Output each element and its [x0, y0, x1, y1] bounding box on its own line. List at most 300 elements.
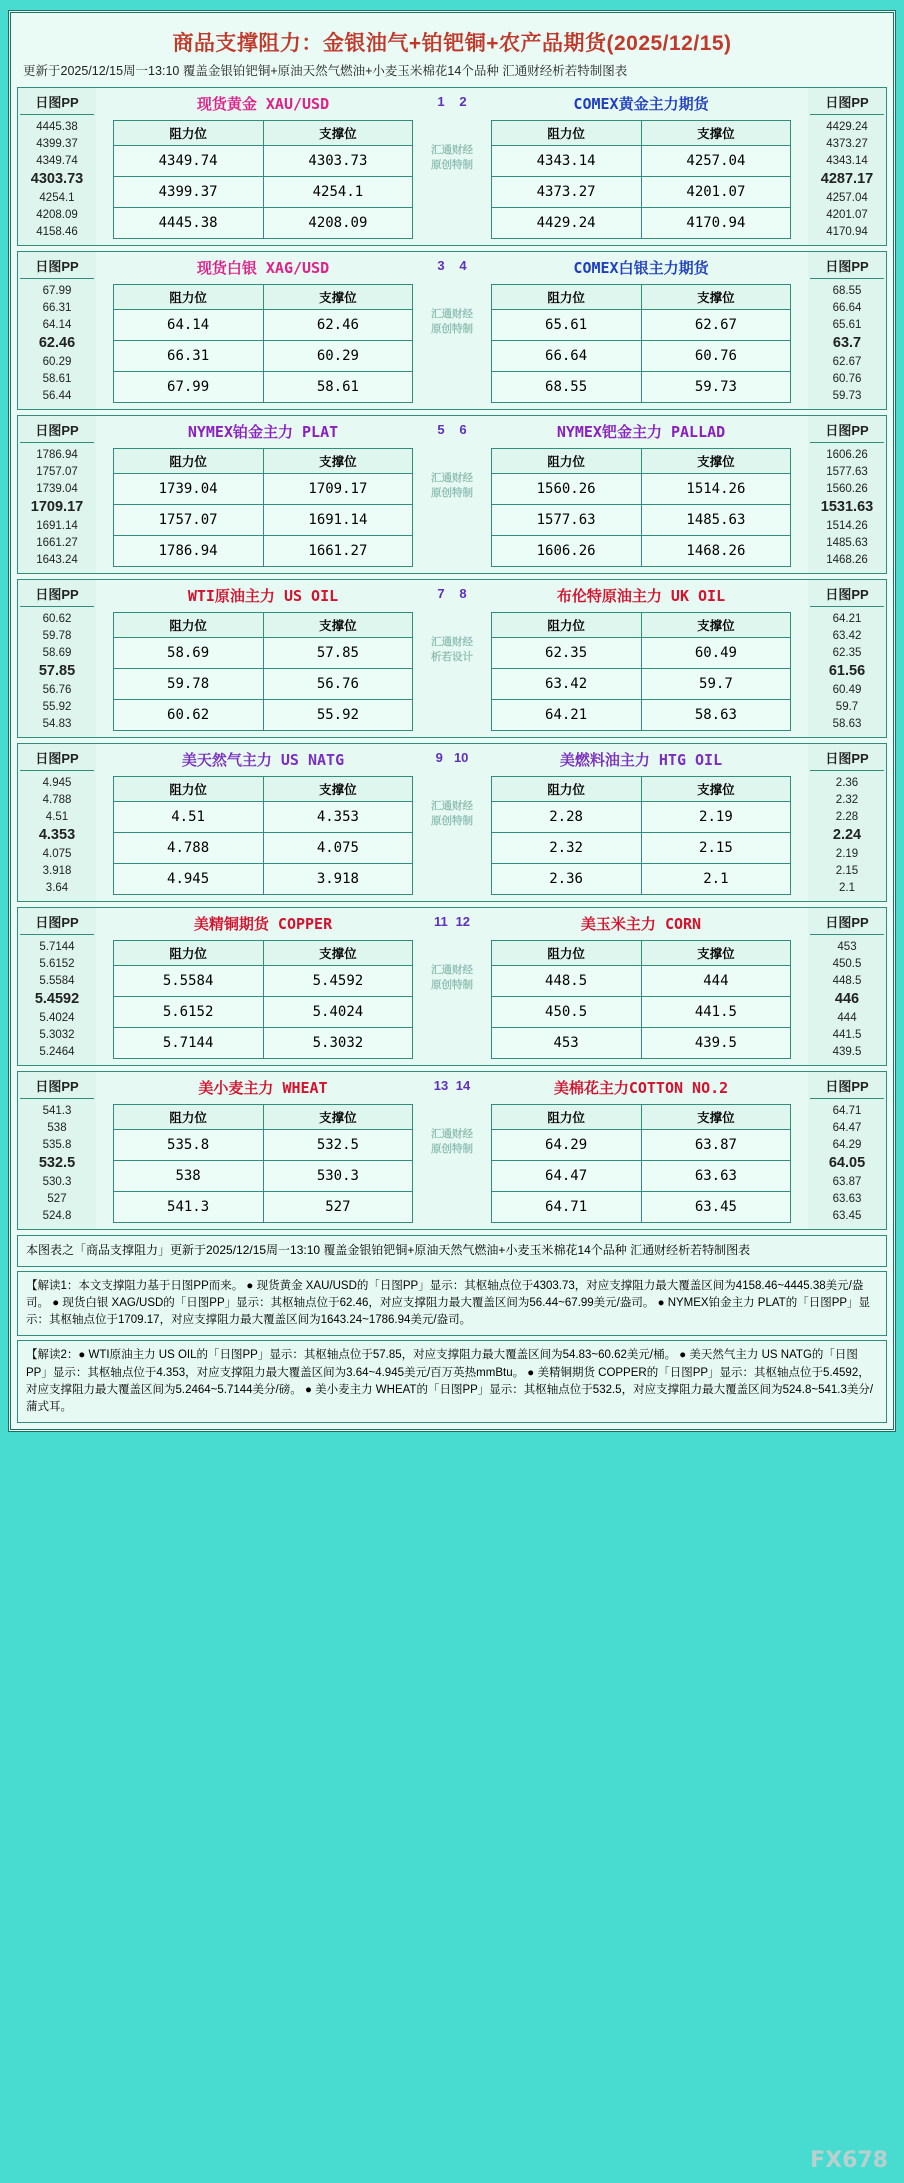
resistance-value: 64.29 [491, 1130, 641, 1161]
pp-value: 1739.04 [36, 482, 78, 495]
pp-value: 68.55 [832, 285, 862, 298]
support-value: 2.19 [641, 802, 791, 833]
pp-value: 2.32 [835, 793, 859, 806]
pp-value: 1661.27 [36, 536, 78, 549]
instrument-panel-right [474, 416, 808, 573]
resistance-value: 62.35 [491, 638, 641, 669]
table-row [113, 1192, 413, 1223]
instrument-name: 布伦特原油主力 UK OIL [556, 587, 726, 606]
pp-value: 5.5584 [39, 974, 75, 987]
pp-value: 4.51 [45, 810, 69, 823]
table-row [491, 833, 791, 864]
pp-value: 535.8 [42, 1138, 72, 1151]
instrument-block [17, 415, 887, 574]
table-row [491, 638, 791, 669]
pair-index-right: 14 [455, 1078, 471, 1094]
levels-table [491, 448, 792, 567]
support-value: 57.85 [263, 638, 413, 669]
watermark-text: 汇通财经 原创特制 [431, 1128, 473, 1155]
pp-value: 5.7144 [39, 941, 75, 954]
table-row [491, 536, 791, 567]
pp-value: 446 [834, 991, 860, 1008]
resistance-value: 66.64 [491, 341, 641, 372]
pp-value: 4349.74 [36, 154, 78, 167]
resistance-value: 4.788 [113, 833, 263, 864]
instrument-name: COMEX黄金主力期货 [573, 95, 709, 114]
instrument-panel-right [474, 908, 808, 1065]
support-header: 支撑位 [641, 285, 791, 310]
support-header: 支撑位 [641, 1105, 791, 1130]
table-row [113, 700, 413, 731]
pair-index-left: 5 [437, 422, 445, 438]
pp-value: 67.99 [42, 285, 72, 298]
pp-value: 4343.14 [826, 154, 868, 167]
pair-index-left: 9 [435, 750, 443, 766]
support-header: 支撑位 [263, 285, 413, 310]
pp-value: 63.45 [832, 1209, 862, 1222]
resistance-header: 阻力位 [491, 285, 641, 310]
pair-index-right: 10 [453, 750, 469, 766]
support-header: 支撑位 [641, 941, 791, 966]
pair-index-column [430, 252, 474, 409]
pp-value: 1514.26 [826, 520, 868, 533]
resistance-value: 64.47 [491, 1161, 641, 1192]
resistance-value: 4343.14 [491, 146, 641, 177]
pair-index-right: 2 [459, 94, 467, 110]
instrument-name: 美精铜期货 COPPER [193, 915, 333, 934]
support-header: 支撑位 [263, 777, 413, 802]
levels-table [491, 120, 792, 239]
table-row [491, 802, 791, 833]
pp-value: 55.92 [42, 700, 72, 713]
instrument-panel-right [474, 252, 808, 409]
pp-value: 439.5 [832, 1045, 862, 1058]
levels-table [113, 120, 414, 239]
pp-value: 58.63 [832, 717, 862, 730]
table-row [491, 966, 791, 997]
pp-value: 5.6152 [39, 957, 75, 970]
pp-value: 2.28 [835, 810, 859, 823]
support-header: 支撑位 [263, 613, 413, 638]
pair-index-left: 13 [433, 1078, 449, 1094]
levels-table [491, 284, 792, 403]
pp-value: 4.945 [42, 777, 72, 790]
support-value: 55.92 [263, 700, 413, 731]
watermark-text: 汇通财经 原创特制 [431, 800, 473, 827]
table-row [113, 1161, 413, 1192]
pp-value: 2.24 [832, 827, 862, 844]
resistance-value: 4.51 [113, 802, 263, 833]
pp-value: 3.918 [42, 864, 72, 877]
table-row [491, 700, 791, 731]
support-value: 1485.63 [641, 505, 791, 536]
instrument-block [17, 743, 887, 902]
resistance-header: 阻力位 [113, 285, 263, 310]
pp-value: 4170.94 [826, 225, 868, 238]
pp-value: 453 [837, 941, 857, 954]
pp-value: 54.83 [42, 717, 72, 730]
watermark-text: 汇通财经 原创特制 [431, 144, 473, 171]
pp-value: 63.87 [832, 1176, 862, 1189]
watermark-text: 汇通财经 原创特制 [431, 964, 473, 991]
resistance-header: 阻力位 [113, 777, 263, 802]
page-title: 商品支撑阻力：金银油气+铂钯铜+农产品期货(2025/12/15) [172, 32, 732, 55]
table-row [113, 864, 413, 895]
resistance-value: 64.21 [491, 700, 641, 731]
pp-column-right [808, 908, 886, 1065]
pp-value: 56.44 [42, 389, 72, 402]
pp-value: 5.3032 [39, 1028, 75, 1041]
support-value: 4303.73 [263, 146, 413, 177]
pp-column-right [808, 416, 886, 573]
pp-value: 4201.07 [826, 208, 868, 221]
resistance-value: 448.5 [491, 966, 641, 997]
instrument-block [17, 1071, 887, 1230]
resistance-header: 阻力位 [491, 121, 641, 146]
support-value: 60.29 [263, 341, 413, 372]
instrument-block [17, 907, 887, 1066]
table-row [491, 341, 791, 372]
instrument-name: 美棉花主力COTTON NO.2 [553, 1079, 729, 1098]
pp-value: 64.21 [832, 613, 862, 626]
instrument-panel-right [474, 580, 808, 737]
table-row [491, 505, 791, 536]
support-header: 支撑位 [263, 449, 413, 474]
support-value: 5.4024 [263, 997, 413, 1028]
pp-value: 4303.73 [30, 171, 84, 188]
support-value: 1661.27 [263, 536, 413, 567]
pp-header: 日图PP [20, 912, 94, 935]
resistance-header: 阻力位 [113, 121, 263, 146]
resistance-value: 535.8 [113, 1130, 263, 1161]
interpretation-note-1: 【解读1：本文支撑阻力基于日图PP而来。 ● 现货黄金 XAU/USD的「日图PP」显示：其枢轴点位于4303.73，对应支撑阻力最大覆盖区间为4158.46~4445.38美元/盎司。 ● 现货白银 XAG/USD的「日图PP」显示：其枢轴点位于62.46，对应支撑阻力最大覆盖区间为56.44~67.99美元/盎司。 ● NYMEX铂金主力 PLAT的「日图PP」显示：其枢轴点位于1709.17，对应支撑阻力最大覆盖区间为1643.24~1786.94美元/盎司。 [17, 1271, 887, 1337]
pp-value: 5.2464 [39, 1045, 75, 1058]
resistance-value: 4373.27 [491, 177, 641, 208]
pp-value: 64.71 [832, 1105, 862, 1118]
resistance-value: 4399.37 [113, 177, 263, 208]
pp-value: 4.788 [42, 793, 72, 806]
support-value: 4170.94 [641, 208, 791, 239]
instrument-name: 美小麦主力 WHEAT [198, 1079, 328, 1098]
levels-table [113, 612, 414, 731]
pp-column-left [18, 88, 96, 245]
support-value: 4201.07 [641, 177, 791, 208]
pp-value: 2.19 [835, 848, 859, 861]
pair-index-column [430, 88, 474, 245]
support-value: 56.76 [263, 669, 413, 700]
pp-header: 日图PP [810, 256, 884, 279]
support-header: 支撑位 [641, 449, 791, 474]
pp-column-right [808, 744, 886, 901]
support-value: 2.1 [641, 864, 791, 895]
pair-index-column [430, 1072, 474, 1229]
table-row [113, 669, 413, 700]
levels-table [113, 448, 414, 567]
instrument-block [17, 579, 887, 738]
pp-header: 日图PP [20, 92, 94, 115]
pp-header: 日图PP [810, 584, 884, 607]
levels-table [491, 776, 792, 895]
support-value: 63.63 [641, 1161, 791, 1192]
report-frame [8, 10, 896, 1432]
table-row [113, 474, 413, 505]
pp-value: 3.64 [45, 881, 69, 894]
support-value: 4208.09 [263, 208, 413, 239]
resistance-header: 阻力位 [491, 449, 641, 474]
pp-value: 4429.24 [826, 121, 868, 134]
support-value: 59.7 [641, 669, 791, 700]
pair-index-left: 7 [437, 586, 445, 602]
pp-column-left [18, 252, 96, 409]
pp-value: 441.5 [832, 1028, 862, 1041]
watermark-text: 汇通财经 原创特制 [431, 472, 473, 499]
instrument-name: WTI原油主力 US OIL [187, 587, 339, 606]
pp-value: 66.31 [42, 301, 72, 314]
support-value: 4254.1 [263, 177, 413, 208]
pp-value: 64.47 [832, 1121, 862, 1134]
watermark-text: 汇通财经 析若设计 [431, 636, 473, 663]
support-header: 支撑位 [263, 941, 413, 966]
table-row [113, 310, 413, 341]
resistance-value: 68.55 [491, 372, 641, 403]
instrument-panel-right [474, 1072, 808, 1229]
pp-value: 4158.46 [36, 225, 78, 238]
pp-value: 450.5 [832, 957, 862, 970]
support-value: 439.5 [641, 1028, 791, 1059]
resistance-value: 67.99 [113, 372, 263, 403]
pp-value: 448.5 [832, 974, 862, 987]
resistance-value: 4.945 [113, 864, 263, 895]
support-value: 59.73 [641, 372, 791, 403]
table-row [113, 997, 413, 1028]
instrument-panel-right [474, 88, 808, 245]
pp-value: 62.46 [38, 335, 76, 352]
levels-table [113, 940, 414, 1059]
pp-value: 4254.1 [39, 192, 75, 205]
support-value: 4.353 [263, 802, 413, 833]
pp-header: 日图PP [810, 420, 884, 443]
pp-value: 444 [837, 1012, 857, 1025]
levels-table [491, 612, 792, 731]
pp-value: 1560.26 [826, 482, 868, 495]
pp-value: 4287.17 [820, 171, 874, 188]
support-value: 441.5 [641, 997, 791, 1028]
pp-header: 日图PP [810, 1076, 884, 1099]
pp-value: 4399.37 [36, 137, 78, 150]
support-value: 62.46 [263, 310, 413, 341]
resistance-value: 1606.26 [491, 536, 641, 567]
support-value: 3.918 [263, 864, 413, 895]
pp-value: 58.69 [42, 646, 72, 659]
pp-column-left [18, 744, 96, 901]
pp-column-right [808, 1072, 886, 1229]
support-value: 2.15 [641, 833, 791, 864]
support-value: 58.61 [263, 372, 413, 403]
pp-value: 59.7 [835, 700, 859, 713]
resistance-value: 1757.07 [113, 505, 263, 536]
support-value: 60.76 [641, 341, 791, 372]
support-value: 63.87 [641, 1130, 791, 1161]
pp-header: 日图PP [20, 584, 94, 607]
table-row [491, 669, 791, 700]
resistance-value: 65.61 [491, 310, 641, 341]
instrument-block [17, 87, 887, 246]
table-row [491, 864, 791, 895]
resistance-value: 58.69 [113, 638, 263, 669]
brand-watermark: FX678 [810, 2148, 888, 2173]
instrument-name: 美玉米主力 CORN [580, 915, 702, 934]
resistance-value: 4429.24 [491, 208, 641, 239]
pp-value: 5.4024 [39, 1012, 75, 1025]
pp-value: 2.1 [839, 881, 855, 894]
pp-value: 64.29 [832, 1138, 862, 1151]
pp-value: 60.62 [42, 613, 72, 626]
table-row [113, 536, 413, 567]
pp-value: 62.35 [832, 646, 862, 659]
resistance-value: 59.78 [113, 669, 263, 700]
resistance-value: 453 [491, 1028, 641, 1059]
pp-value: 58.61 [42, 372, 72, 385]
support-value: 530.3 [263, 1161, 413, 1192]
table-row [113, 372, 413, 403]
pp-value: 524.8 [42, 1209, 72, 1222]
pp-column-left [18, 416, 96, 573]
pp-value: 541.3 [42, 1105, 72, 1118]
pp-value: 1606.26 [826, 449, 868, 462]
pp-column-left [18, 580, 96, 737]
pp-header: 日图PP [20, 1076, 94, 1099]
pp-value: 60.49 [832, 684, 862, 697]
resistance-header: 阻力位 [491, 1105, 641, 1130]
table-row [491, 1130, 791, 1161]
pp-value: 5.4592 [34, 991, 80, 1008]
resistance-header: 阻力位 [491, 941, 641, 966]
pp-value: 60.29 [42, 356, 72, 369]
resistance-value: 1786.94 [113, 536, 263, 567]
table-row [491, 1028, 791, 1059]
pp-value: 59.78 [42, 629, 72, 642]
resistance-value: 2.28 [491, 802, 641, 833]
pair-index-left: 11 [433, 914, 448, 930]
pp-value: 65.61 [832, 318, 862, 331]
pp-value: 1643.24 [36, 553, 78, 566]
support-value: 1691.14 [263, 505, 413, 536]
pair-index-left: 1 [437, 94, 445, 110]
instrument-name: NYMEX铂金主力 PLAT [187, 423, 339, 442]
page-subtitle: 更新于2025/12/15周一13:10 覆盖金银铂钯铜+原油天然气燃油+小麦玉米棉花14个品种 汇通财经析若特制图表 [23, 64, 628, 78]
levels-table [113, 284, 414, 403]
pp-value: 63.63 [832, 1192, 862, 1205]
support-value: 532.5 [263, 1130, 413, 1161]
resistance-value: 5.6152 [113, 997, 263, 1028]
support-header: 支撑位 [263, 1105, 413, 1130]
footer-note: 本图表之「商品支撑阻力」更新于2025/12/15周一13:10 覆盖金银铂钯铜+原油天然气燃油+小麦玉米棉花14个品种 汇通财经析若特制图表 [17, 1235, 887, 1266]
pair-index-right: 8 [459, 586, 467, 602]
resistance-header: 阻力位 [113, 449, 263, 474]
pp-value: 1485.63 [826, 536, 868, 549]
pp-value: 61.56 [828, 663, 866, 680]
table-row [113, 208, 413, 239]
instrument-name: COMEX白银主力期货 [573, 259, 709, 278]
support-value: 1709.17 [263, 474, 413, 505]
instrument-name: 美燃料油主力 HTG OIL [559, 751, 723, 770]
pp-value: 59.73 [832, 389, 862, 402]
instrument-panel-left [96, 1072, 430, 1229]
instrument-panel-left [96, 88, 430, 245]
pp-value: 4373.27 [826, 137, 868, 150]
levels-table [491, 940, 792, 1059]
pp-value: 1709.17 [30, 499, 84, 516]
resistance-value: 2.32 [491, 833, 641, 864]
resistance-value: 64.71 [491, 1192, 641, 1223]
pp-value: 63.7 [832, 335, 862, 352]
table-row [491, 474, 791, 505]
pp-value: 64.05 [828, 1155, 866, 1172]
pp-column-left [18, 908, 96, 1065]
table-row [113, 177, 413, 208]
pp-header: 日图PP [810, 92, 884, 115]
instrument-panel-left [96, 416, 430, 573]
pp-header: 日图PP [810, 912, 884, 935]
resistance-value: 541.3 [113, 1192, 263, 1223]
pair-index-right: 4 [459, 258, 467, 274]
table-row [113, 638, 413, 669]
resistance-value: 4445.38 [113, 208, 263, 239]
support-value: 4.075 [263, 833, 413, 864]
resistance-value: 1577.63 [491, 505, 641, 536]
support-value: 4257.04 [641, 146, 791, 177]
pp-value: 4257.04 [826, 192, 868, 205]
table-row [491, 146, 791, 177]
support-value: 62.67 [641, 310, 791, 341]
support-value: 527 [263, 1192, 413, 1223]
table-row [113, 1028, 413, 1059]
pp-column-left [18, 1072, 96, 1229]
support-header: 支撑位 [641, 777, 791, 802]
pp-header: 日图PP [20, 420, 94, 443]
resistance-value: 1560.26 [491, 474, 641, 505]
table-row [113, 802, 413, 833]
support-value: 5.3032 [263, 1028, 413, 1059]
resistance-value: 64.14 [113, 310, 263, 341]
pair-index-right: 12 [455, 914, 471, 930]
pair-index-column [430, 416, 474, 573]
pair-index-right: 6 [459, 422, 467, 438]
pp-column-right [808, 580, 886, 737]
support-value: 5.4592 [263, 966, 413, 997]
levels-table [113, 1104, 414, 1223]
support-header: 支撑位 [641, 121, 791, 146]
levels-table [113, 776, 414, 895]
support-value: 444 [641, 966, 791, 997]
pp-value: 63.42 [832, 629, 862, 642]
resistance-value: 5.7144 [113, 1028, 263, 1059]
instrument-name: NYMEX钯金主力 PALLAD [556, 423, 726, 442]
support-header: 支撑位 [641, 613, 791, 638]
pp-header: 日图PP [810, 748, 884, 771]
table-row [113, 146, 413, 177]
table-row [113, 966, 413, 997]
resistance-value: 4349.74 [113, 146, 263, 177]
table-row [491, 177, 791, 208]
blocks-container [17, 87, 887, 1230]
pair-index-column [430, 908, 474, 1065]
table-row [491, 372, 791, 403]
table-row [491, 997, 791, 1028]
pp-value: 1468.26 [826, 553, 868, 566]
pp-value: 60.76 [832, 372, 862, 385]
instrument-block [17, 251, 887, 410]
